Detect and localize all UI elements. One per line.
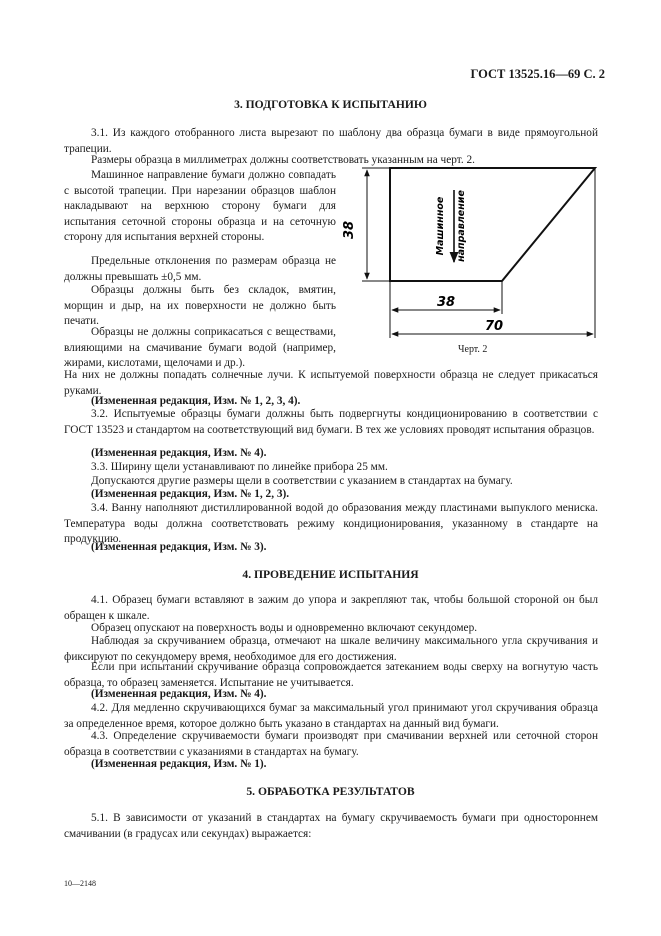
paragraph-3-1-direction: Машинное направление бумаги должно совпадать с высотой трапеции. При нарезании образцов шаблон накладывают на верхнюю сторону бумаги для испытания сеточной стороны образца и на сеточную сторону для испытания верхней стороны. [64, 169, 336, 243]
paragraph-4-3: 4.3. Определение скручиваемости бумаги производят при смачивании верхней или сеточной сторон образца в соответствии с указаниями в стандартах на бумагу. [64, 730, 598, 758]
paragraph-3-3-other: Допускаются другие размеры щели в соответствии с указанием в стандартах на бумагу. [91, 475, 513, 487]
section-5-title: 5. ОБРАБОТКА РЕЗУЛЬТАТОВ [246, 785, 415, 798]
paragraph-4-1-lower: Образец опускают на поверхность воды и одновременно включают секундомер. [91, 622, 478, 634]
paragraph-3-1-tolerance: Предельные отклонения по размерам образца не должны превышать ±0,5 мм. [64, 255, 336, 283]
revision-note-4-1: (Измененная редакция, Изм. № 4). [91, 688, 267, 700]
paragraph-3-1-sunlight: На них не должны попадать солнечные лучи. К испытуемой поверхности образца не следует прикасаться руками. [64, 369, 598, 397]
paragraph-3-3: 3.3. Ширину щели устанавливают по линейке прибора 25 мм. [91, 461, 388, 473]
direction-label-2: направление [456, 190, 467, 262]
paragraph-4-1-observe: Наблюдая за скручиванием образца, отмечают на шкале величину максимального угла скручивания и фиксируют по секундомеру время, необходимое для его достижения. [64, 635, 598, 663]
revision-note-4-3: (Измененная редакция, Изм. № 1). [91, 758, 267, 770]
section-3-title: 3. ПОДГОТОВКА К ИСПЫТАНИЮ [234, 98, 427, 111]
paragraph-3-2: 3.2. Испытуемые образцы бумаги должны быть подвергнуты кондиционированию в соответствии с ГОСТ 13523 и стандартом на соответствующий вид бумаги. В тех же условиях проводят испытания образцов. [64, 408, 598, 436]
total-dimension-label: 70 [484, 319, 504, 334]
paragraph-3-1-substances: Образцы не должны соприкасаться с веществами, влияющими на смачивание бумаги водой (например, жирами, кислотами, щелочами и др.). [64, 326, 336, 369]
revision-note-3-1: (Измененная редакция, Изм. № 1, 2, 3, 4). [91, 395, 301, 407]
page-header: ГОСТ 13525.16—69 С. 2 [470, 67, 605, 81]
page-footer: 10—2148 [64, 879, 96, 888]
paragraph-3-1-sizes: Размеры образца в миллиметрах должны соответствовать указанным на черт. 2. [91, 154, 475, 166]
paragraph-3-1-defects: Образцы должны быть без складок, вмятин, морщин и дыр, на их поверхности не должно быть печати. [64, 284, 336, 327]
revision-note-3-3: (Измененная редакция, Изм. № 1, 2, 3). [91, 488, 290, 500]
revision-note-3-2: (Измененная редакция, Изм. № 4). [91, 447, 267, 459]
trapezoid-drawing [340, 158, 610, 344]
direction-label-1: Машинное [435, 196, 446, 256]
paragraph-3-1: 3.1. Из каждого отобранного листа вырезают по шаблону два образца бумаги в виде прямоугольной трапеции. [64, 127, 598, 155]
height-dimension-label: 38 [342, 220, 357, 240]
paragraph-5-1: 5.1. В зависимости от указаний в стандартах на бумагу скручиваемость бумаги при одностороннем смачивании (в градусах или секундах) выражается: [64, 812, 598, 840]
revision-note-3-4: (Измененная редакция, Изм. № 3). [91, 541, 267, 553]
bottom-dimension-label: 38 [436, 295, 456, 310]
paragraph-4-2: 4.2. Для медленно скручивающихся бумаг за максимальный угол принимают угол скручивания образца за определенное время, которое должно быть указано в стандартах на данный вид бумаги. [64, 702, 598, 730]
paragraph-4-1-replace: Если при испытании скручивание образца сопровождается затеканием воды сверху на вогнутую часть образца, то образец заменяется. Испытание не учитывается. [64, 661, 598, 689]
paragraph-4-1: 4.1. Образец бумаги вставляют в зажим до упора и закрепляют так, чтобы большой стороной он был обращен к шкале. [64, 594, 598, 622]
paragraph-3-4: 3.4. Ванну наполняют дистиллированной водой до образования между пластинами выпуклого мениска. Температура воды должна соответствовать режиму кондиционирования, указанному в стандарте на продукцию. [64, 502, 598, 545]
section-4-title: 4. ПРОВЕДЕНИЕ ИСПЫТАНИЯ [242, 568, 419, 581]
figure-caption: Черт. 2 [458, 344, 488, 355]
trapezoid-outline [390, 168, 595, 281]
